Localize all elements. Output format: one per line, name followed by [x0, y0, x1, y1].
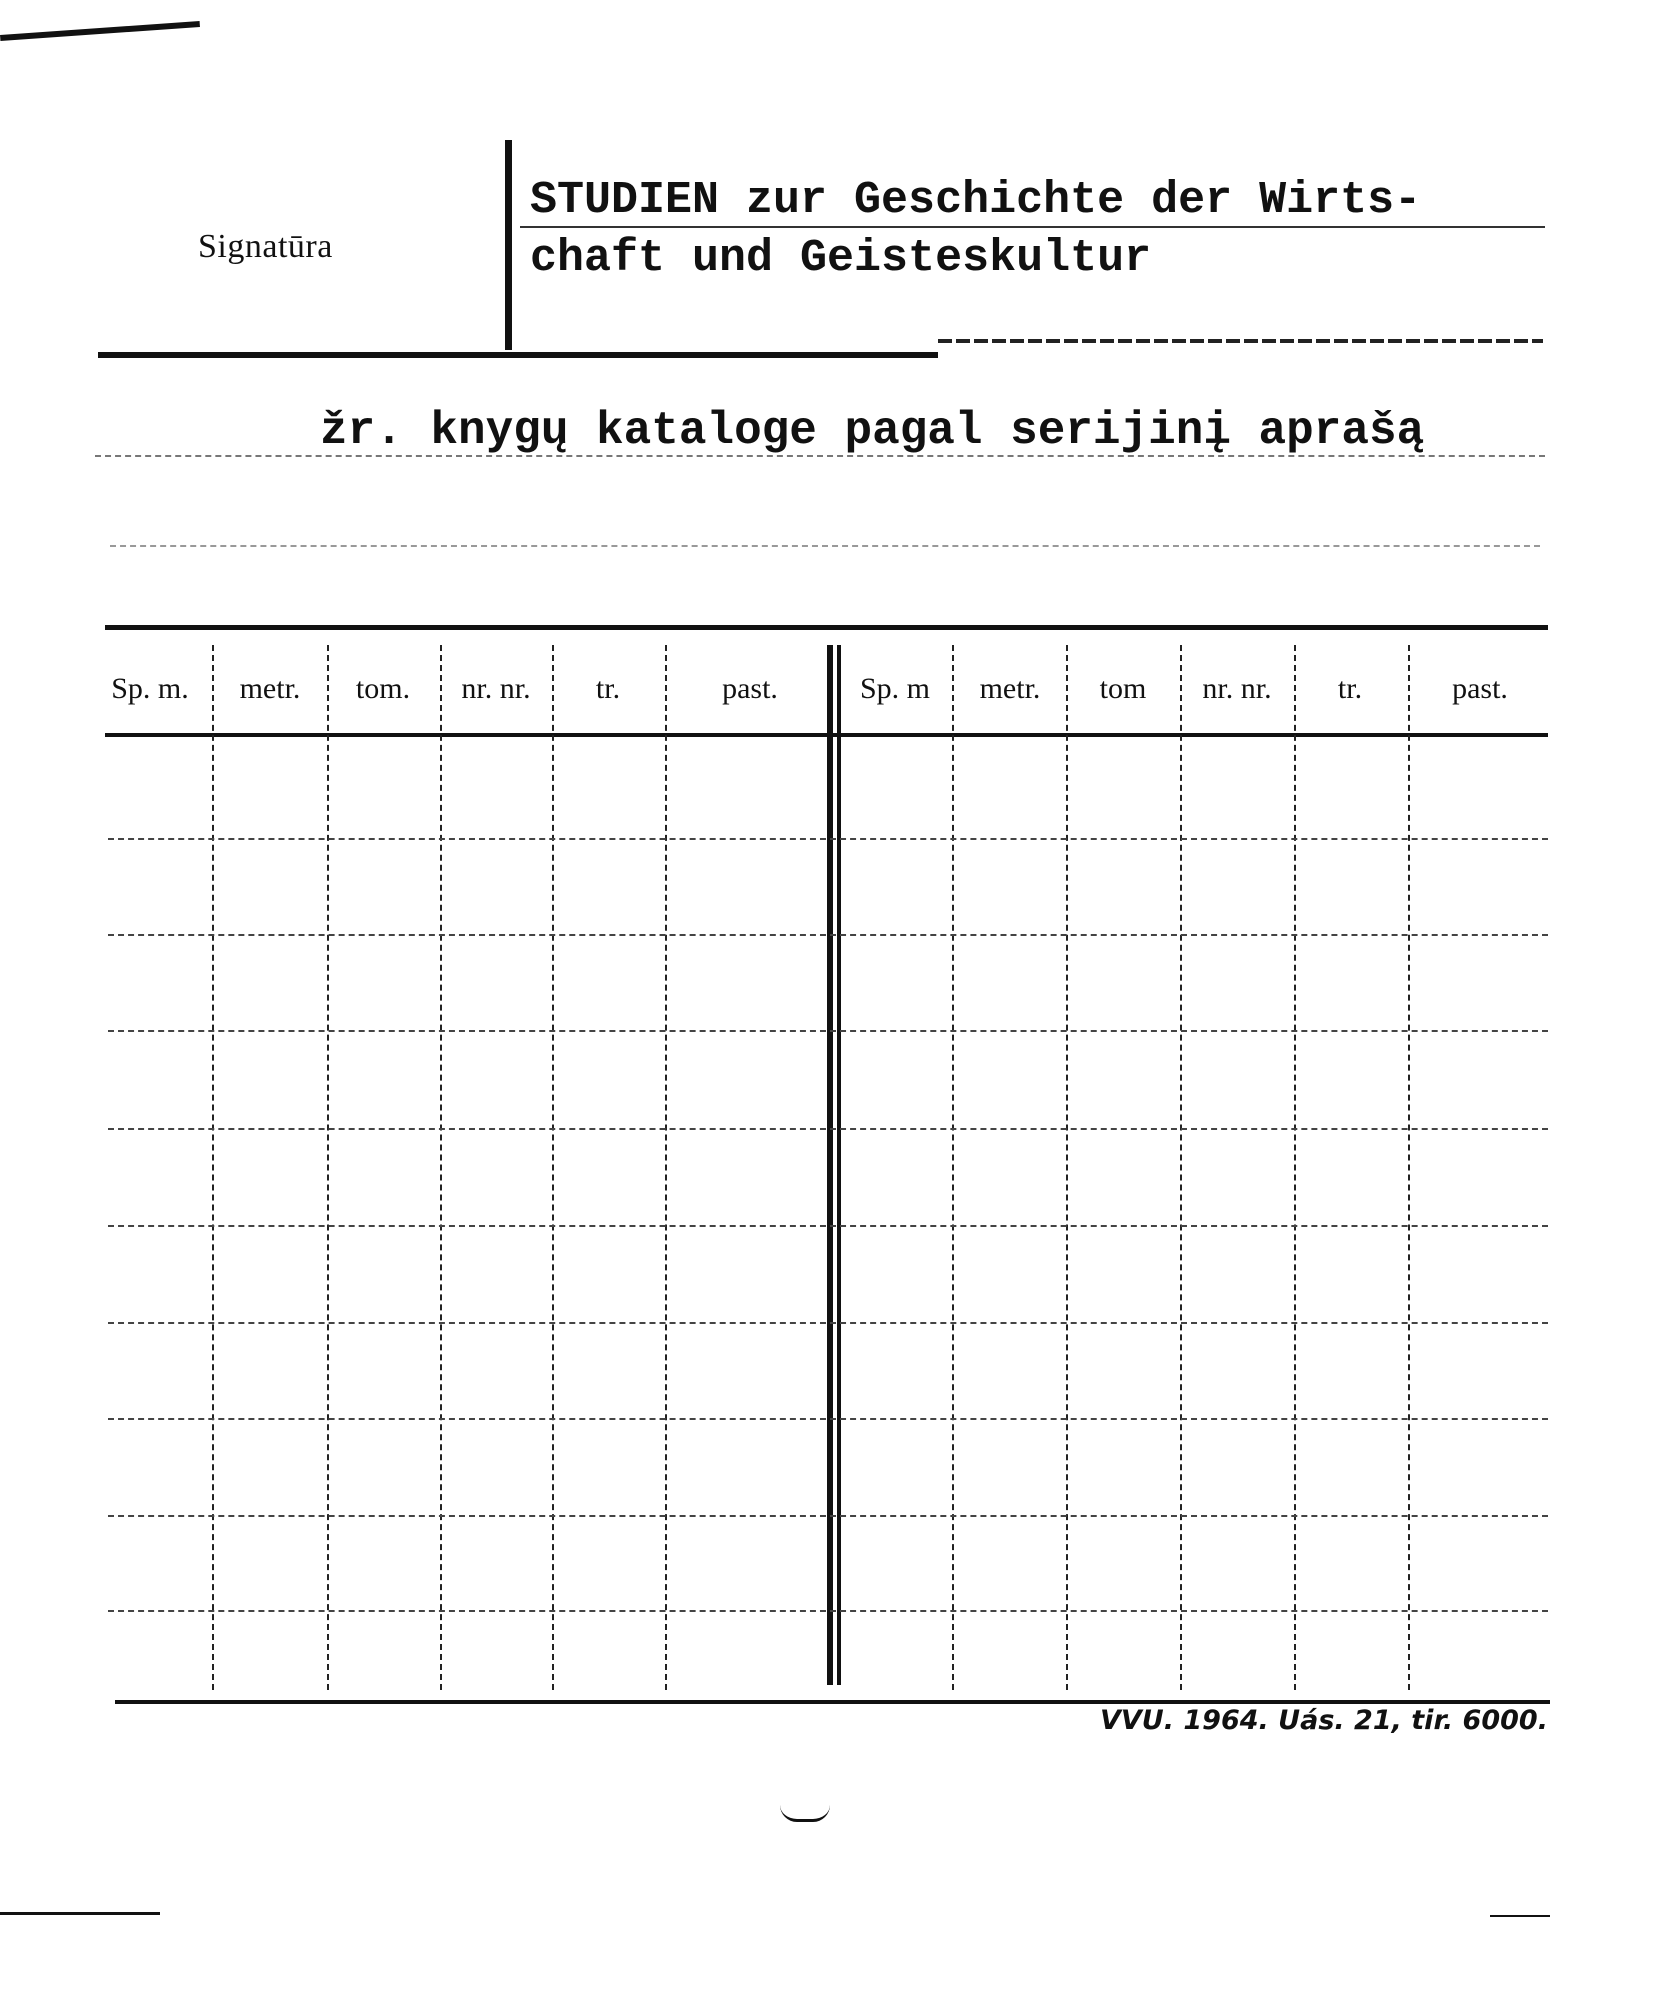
header-cell-left-nr: nr. nr. [461, 672, 531, 705]
print-run-note: VVU. 1964. Uás. 21, tir. 6000. [1100, 1705, 1548, 1736]
header-cell-right-past: past. [1452, 672, 1508, 705]
header-cell-right-metr: metr. [979, 672, 1041, 705]
table-row-line [108, 1128, 1548, 1130]
table-row-line [108, 1515, 1548, 1517]
table-row-line [108, 1322, 1548, 1324]
note-underline [95, 455, 1545, 457]
column-divider [1066, 645, 1068, 1690]
header-cell-right-tr: tr. [1337, 672, 1363, 705]
column-divider [665, 645, 667, 1690]
header-cell-left-metr: metr. [239, 672, 301, 705]
column-divider [1408, 645, 1410, 1690]
scan-mark [1490, 1915, 1550, 1917]
table-row-line [108, 838, 1548, 840]
table-center-divider [827, 645, 841, 1685]
header-cell-left-sp-m: Sp. m. [111, 672, 189, 705]
header-cell-right-nr: nr. nr. [1202, 672, 1272, 705]
table-row-line [108, 1225, 1548, 1227]
table-row-line [108, 1418, 1548, 1420]
header-cell-left-past: past. [722, 672, 778, 705]
table-row-line [108, 1030, 1548, 1032]
card-title-line-1: STUDIEN zur Geschichte der Wirts- [530, 175, 1422, 226]
column-divider [1294, 645, 1296, 1690]
card-title [530, 172, 1421, 288]
card-title-line-2: chaft und Geisteskultur [530, 233, 1152, 284]
column-divider [440, 645, 442, 1690]
header-separator [505, 140, 512, 350]
column-divider [212, 645, 214, 1690]
header-cell-left-tom: tom. [355, 672, 411, 705]
signature-label: Signatūra [198, 228, 333, 265]
header-rule [98, 352, 938, 358]
scan-mark [0, 1912, 160, 1915]
table-row-line [108, 1610, 1548, 1612]
table-bottom-rule [115, 1700, 1550, 1704]
header-cell-left-tr: tr. [595, 672, 621, 705]
column-divider [952, 645, 954, 1690]
header-cell-right-tom: tom [1099, 672, 1147, 705]
catalog-note: žr. knygų kataloge pagal serijinį aprašą [320, 405, 1425, 457]
table-row-line [108, 934, 1548, 936]
scan-mark [780, 1805, 830, 1822]
scan-mark [0, 21, 200, 41]
column-divider [327, 645, 329, 1690]
column-divider [1180, 645, 1182, 1690]
header-rule-dashed [938, 339, 1543, 343]
title-rule [520, 226, 1545, 228]
blank-entry-line [110, 545, 1540, 547]
header-cell-right-sp-m: Sp. m [859, 672, 931, 705]
column-divider [552, 645, 554, 1690]
table-top-rule [105, 625, 1548, 630]
